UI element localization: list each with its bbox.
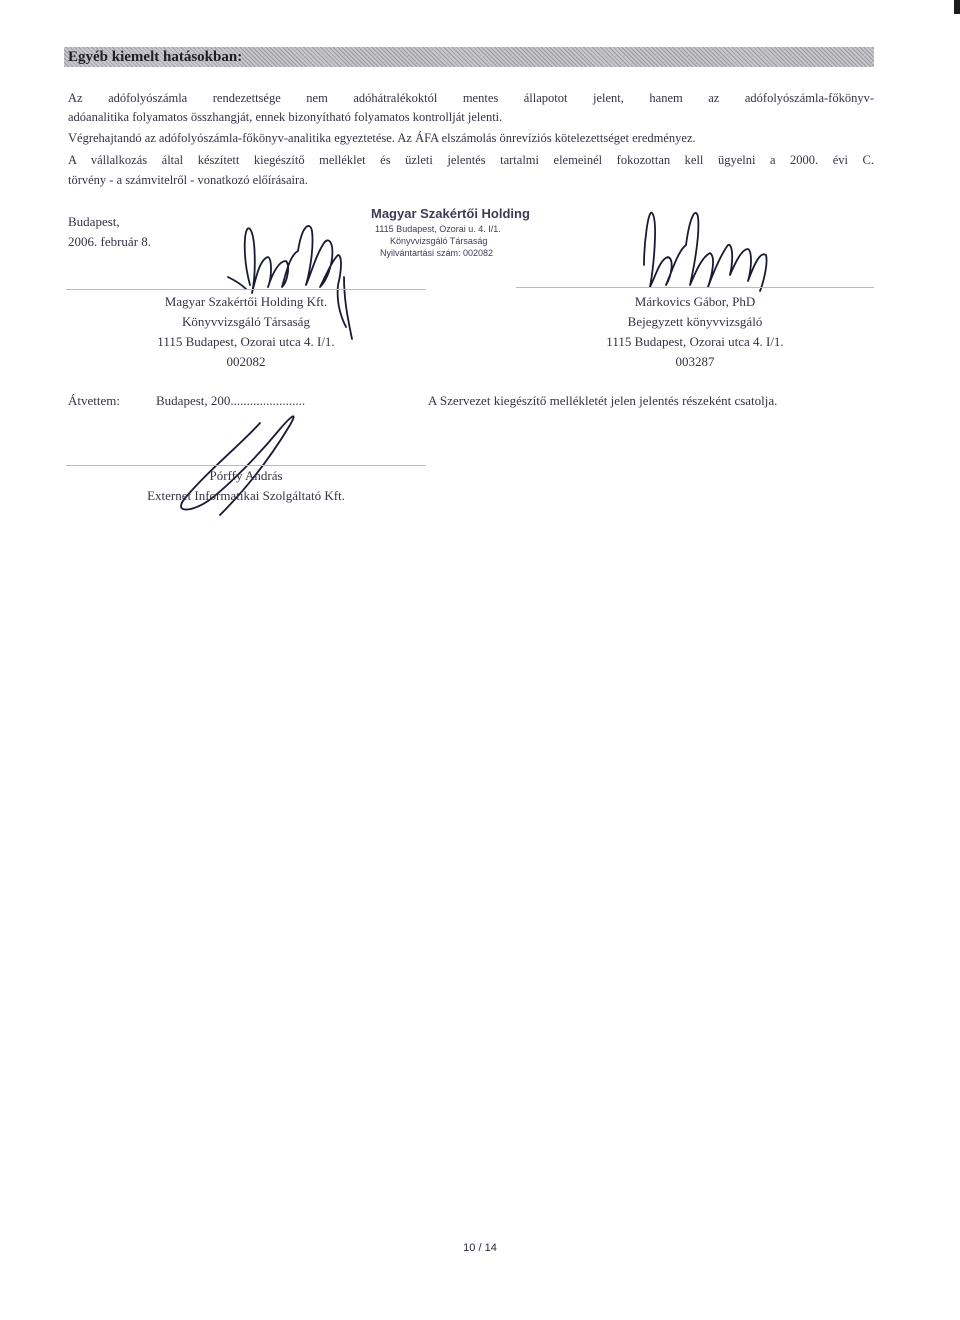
left-signatory-number: 002082 — [226, 354, 266, 369]
section-title: Egyéb kiemelt hatásokban: — [68, 49, 243, 65]
paragraph-1-line-1: Az adófolyószámla rendezettsége nem adóhátralékoktól mentes állapotot jelent, hanem az adófolyószámla-főkönyv- — [68, 91, 874, 105]
paragraph-2: Végrehajtandó az adófolyószámla-főkönyv-analitika egyeztetése. Az ÁFA elszámolás önrevíziós kötelezettséget eredményez. — [68, 131, 696, 145]
left-signatory-address: 1115 Budapest, Ozorai utca 4. I/1. — [157, 334, 335, 349]
paragraph-3-line-1: A vállalkozás által készített kiegészítő melléklet és üzleti jelentés tartalmi elemeinél fokozottan kell ügyelni a 2000. évi C. — [68, 153, 874, 167]
left-signature-line — [66, 289, 426, 290]
attachment-note: A Szervezet kiegészítő mellékletét jelen jelentés részeként csatolja. — [428, 393, 778, 408]
paragraph-3-line-2: törvény - a számvitelről - vonatkozó előírásaira. — [68, 173, 308, 187]
left-signatory-role: Könyvvizsgáló Társaság — [182, 314, 310, 329]
stamp-company-name: Magyar Szakértői Holding — [371, 206, 530, 221]
issue-date: 2006. február 8. — [68, 234, 152, 249]
right-signature-line — [516, 287, 874, 288]
scan-edge-mark — [954, 0, 960, 14]
right-signatory-number: 003287 — [675, 354, 715, 369]
right-signatory-role: Bejegyzett könyvvizsgáló — [627, 314, 763, 329]
stamp-registration: Nyilvántartási szám: 002082 — [380, 248, 494, 258]
receiver-name: Pórffy András — [209, 468, 283, 483]
stamp-address: 1115 Budapest, Ozorai u. 4. I/1. — [375, 224, 501, 234]
right-signatory-name: Márkovics Gábor, PhD — [634, 294, 756, 309]
received-label: Átvettem: — [68, 393, 120, 408]
received-place: Budapest, 200....................... — [156, 393, 306, 408]
right-signature-scribble — [630, 205, 780, 305]
section-header-bar — [64, 47, 874, 67]
page-number: 10 / 14 — [463, 1242, 497, 1254]
left-signatory-name: Magyar Szakértői Holding Kft. — [164, 294, 328, 309]
place-city: Budapest, — [68, 214, 120, 229]
receiver-signature-line — [66, 465, 426, 466]
right-signatory-address: 1115 Budapest, Ozorai utca 4. I/1. — [606, 334, 784, 349]
stamp-type: Könyvvizsgáló Társaság — [390, 236, 488, 246]
receiver-company: Externet Informatikai Szolgáltató Kft. — [147, 488, 345, 503]
paragraph-1-line-2: adóanalitika folyamatos összhangját, ennek bizonyítható folyamatos kontrollját jelenti. — [68, 110, 503, 124]
